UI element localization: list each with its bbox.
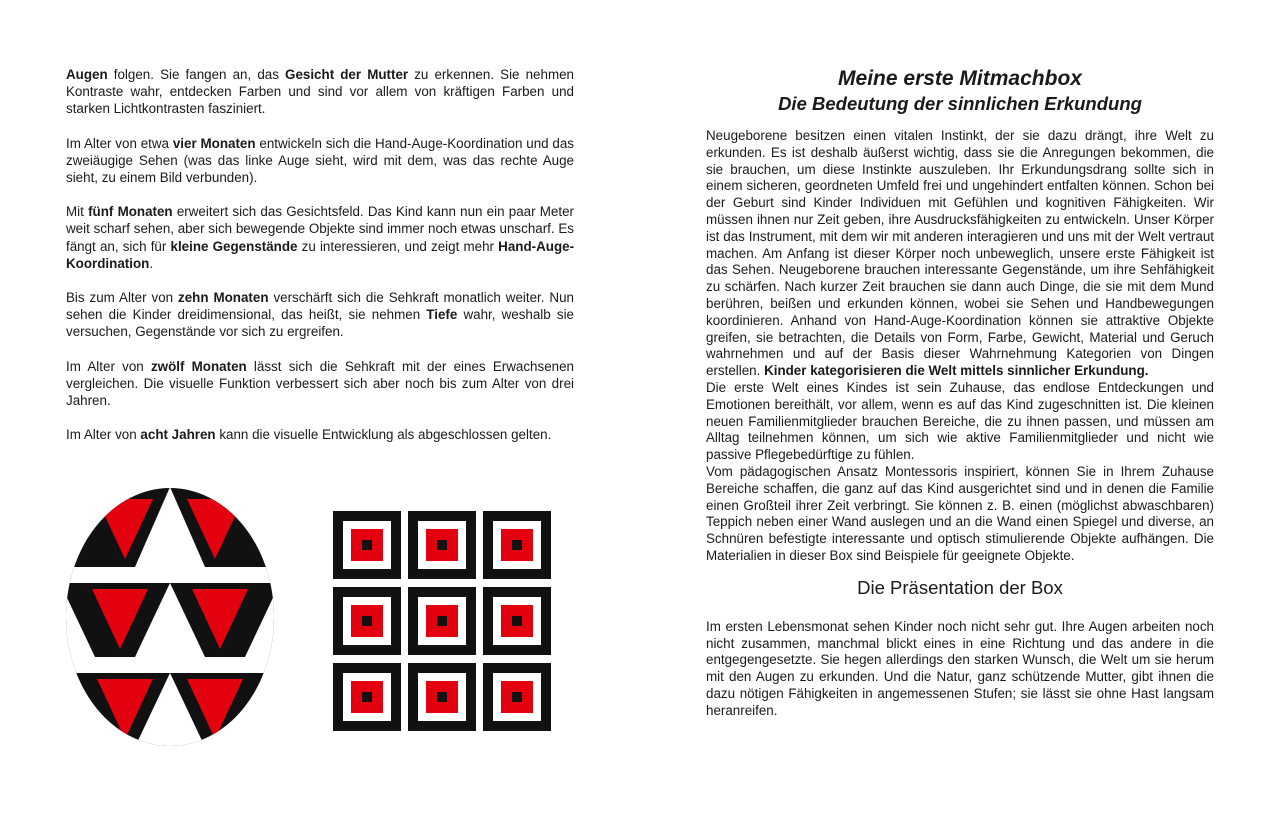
left-text-column — [66, 66, 574, 460]
bold-text-run: Hand-Auge-Koordination — [66, 238, 575, 271]
bold-text-run: zwölf Monaten — [150, 358, 247, 374]
text-run: erweitert sich das Gesichtsfeld. Das Kind kann nun ein paar Meter weit scharf sehen, aber sich bewegende Objekte sind immer noch etwas unscharf. Es fängt an, sich für — [66, 204, 575, 254]
square-tile — [408, 663, 476, 731]
square-tile — [483, 587, 551, 655]
square-tile — [333, 587, 401, 655]
text-run: folgen. Sie fangen an, das — [107, 67, 286, 82]
right-paragraph — [706, 380, 1214, 464]
bold-text-run: Tiefe — [426, 307, 458, 323]
text-run: Vom pädagogischen Ansatz Montessoris inspiriert, können Sie in Ihrem Zuhause Bereiche schaffen, die ganz auf das Kind ausgerichtet sind und in denen die Familie einen Großteil ihrer Zeit verbringt. Sie können z. B. einen (möglichst abwaschbaren) Teppich neben einer Wand auslegen und an die Wand einen Spiegel und diverse, an Schnüren befestigte interessante und optisch stimulierende Objekte aufhängen. Die Materialien in dieser Box sind Beispiele für geeignete Objekte. — [706, 463, 1214, 563]
bold-text-run: Augen — [66, 67, 108, 82]
bold-text-run: Gesicht der Mutter — [285, 67, 409, 82]
square-tile — [408, 587, 476, 655]
square-tile — [483, 511, 551, 579]
left-paragraph — [66, 289, 574, 341]
square-tile — [333, 663, 401, 731]
text-run: kann die visuelle Entwicklung als abgeschlossen gelten. — [215, 427, 552, 443]
text-run: wahr, weshalb sie versuchen, Gegenstände vor sich zu ergreifen. — [66, 307, 574, 340]
left-paragraph — [66, 203, 574, 272]
text-run: Bis zum Alter von — [66, 290, 179, 306]
text-run: Im ersten Lebensmonat sehen Kinder noch nicht sehr gut. Ihre Augen arbeiten noch nicht zusammen, manchmal blickt eines in eine Richtung und das andere in die entgegengesetzte. Sie hegen allerdings den starken Wunsch, die Welt um sie herum mit den Augen zu erkunden. Und die Natur, ganz schützende Mutter, gibt ihnen die dazu nötigen Fähigkeiten in angemessenen Stufen; sie lässt sie ohne Hast langsam heranreifen. — [706, 618, 1214, 718]
right-page — [640, 0, 1280, 815]
bold-text-run: Kinder kategorisieren die Welt mittels sinnlicher Erkundung. — [764, 363, 1149, 379]
section-paragraph — [706, 619, 1214, 720]
right-body-text — [706, 128, 1214, 565]
text-run: entwickeln sich die Hand-Auge-Koordination und das zweiäugige Sehen (was das linke Auge sieht, wird mit dem, was das rechte Auge sieht, zu einem Bild verbunden). — [66, 135, 575, 186]
left-paragraph — [66, 66, 574, 118]
text-run: Die erste Welt eines Kindes ist sein Zuhause, das endlose Entdeckungen und Emotionen bereithält, vor allem, wenn es auf das Kind zugeschnitten ist. Die kleinen neuen Familienmitglieder brauchen Bereiche, die zu ihnen passen, und müssen am Alltag teilnehmen können, um sich wie aktive Familienmitglieder und nicht wie passive Pflegebedürftige zu fühlen. — [706, 379, 1214, 463]
square-tile — [408, 511, 476, 579]
page-title: Meine erste Mitmachbox — [838, 67, 1082, 90]
bold-text-run: acht Jahren — [140, 427, 216, 443]
bold-text-run: kleine Gegenstände — [170, 238, 298, 254]
bold-text-run: fünf Monaten — [88, 204, 173, 220]
left-paragraph — [66, 135, 574, 187]
bold-text-run: vier Monaten — [172, 135, 256, 151]
text-run: Neugeborene besitzen einen vitalen Instinkt, der sie dazu drängt, ihre Welt zu erkunden. Es ist deshalb äußerst wichtig, dass sie die Anregungen bekommen, die sie brauchen, um diese Instinkte auszuleben. Ihr Erkundungsdrang sollte sich in einem sicheren, geordneten Umfeld frei und ungehindert entfalten können. Schon bei der Geburt sind Kinder Individuen mit Gefühlen und kognitiven Fähigkeiten. Wir müssen ihnen nur Zeit geben, ihre Ausdrucksfähigkeiten zu entwickeln. Unser Körper ist das Instrument, mit dem wir mit anderen interagieren und uns mit der Welt vertraut machen. Am Anfang ist dieser Körper noch unbeweglich, unsere erste Fähigkeit ist das Sehen. Neugeborene brauchen interessante Gegenstände, um ihre Sehfähigkeit zu schärfen. Nach kurzer Zeit brauchen sie dann auch Dinge, die sie mit dem Mund berühren, beißen und erkunden können, wobei sie Sehen und Handbewegungen koordinieren. Anhand von Hand-Auge-Koordination können sie attraktive Objekte greifen, sie betrachten, die Details von Form, Farbe, Gewicht, Material und Geruch wahrnehmen und auf der Basis dieser Wahrnehmung Kategorien von Dingen erstellen. — [706, 128, 1214, 379]
right-text-column — [706, 66, 1214, 720]
text-run: Im Alter von — [66, 358, 151, 374]
left-paragraph — [66, 426, 574, 443]
concentric-squares-grid-illustration — [333, 511, 553, 731]
left-paragraph — [66, 358, 574, 410]
text-run: verschärft sich die Sehkraft monatlich weiter. Nun sehen die Kinder dreidimensional, das heißt, sie nehmen — [66, 290, 574, 323]
text-run: . — [149, 255, 154, 271]
text-run: Mit — [66, 204, 89, 220]
square-tile — [483, 663, 551, 731]
square-tile — [333, 511, 401, 579]
right-paragraph — [706, 464, 1214, 565]
text-run: Im Alter von etwa — [66, 135, 173, 151]
page-subtitle: Die Bedeutung der sinnlichen Erkundung — [778, 93, 1142, 114]
text-run: lässt sich die Sehkraft mit der eines Erwachsenen vergleichen. Die visuelle Funktion verbessert sich aber noch bis zum Alter von drei Jahren. — [66, 358, 574, 409]
text-run: Im Alter von — [66, 427, 141, 443]
text-run: zu erkennen. Sie nehmen Kontraste wahr, entdecken Farben und sind vor allem von kräftigen Farben und starken Lichtkontrasten fasziniert. — [66, 67, 575, 117]
oval-triangle-pattern-illustration — [65, 487, 275, 747]
right-paragraph — [706, 128, 1214, 380]
section-heading: Die Präsentation der Box — [857, 576, 1063, 598]
bold-text-run: zehn Monaten — [178, 290, 269, 306]
text-run: zu interessieren, und zeigt mehr — [297, 238, 499, 254]
